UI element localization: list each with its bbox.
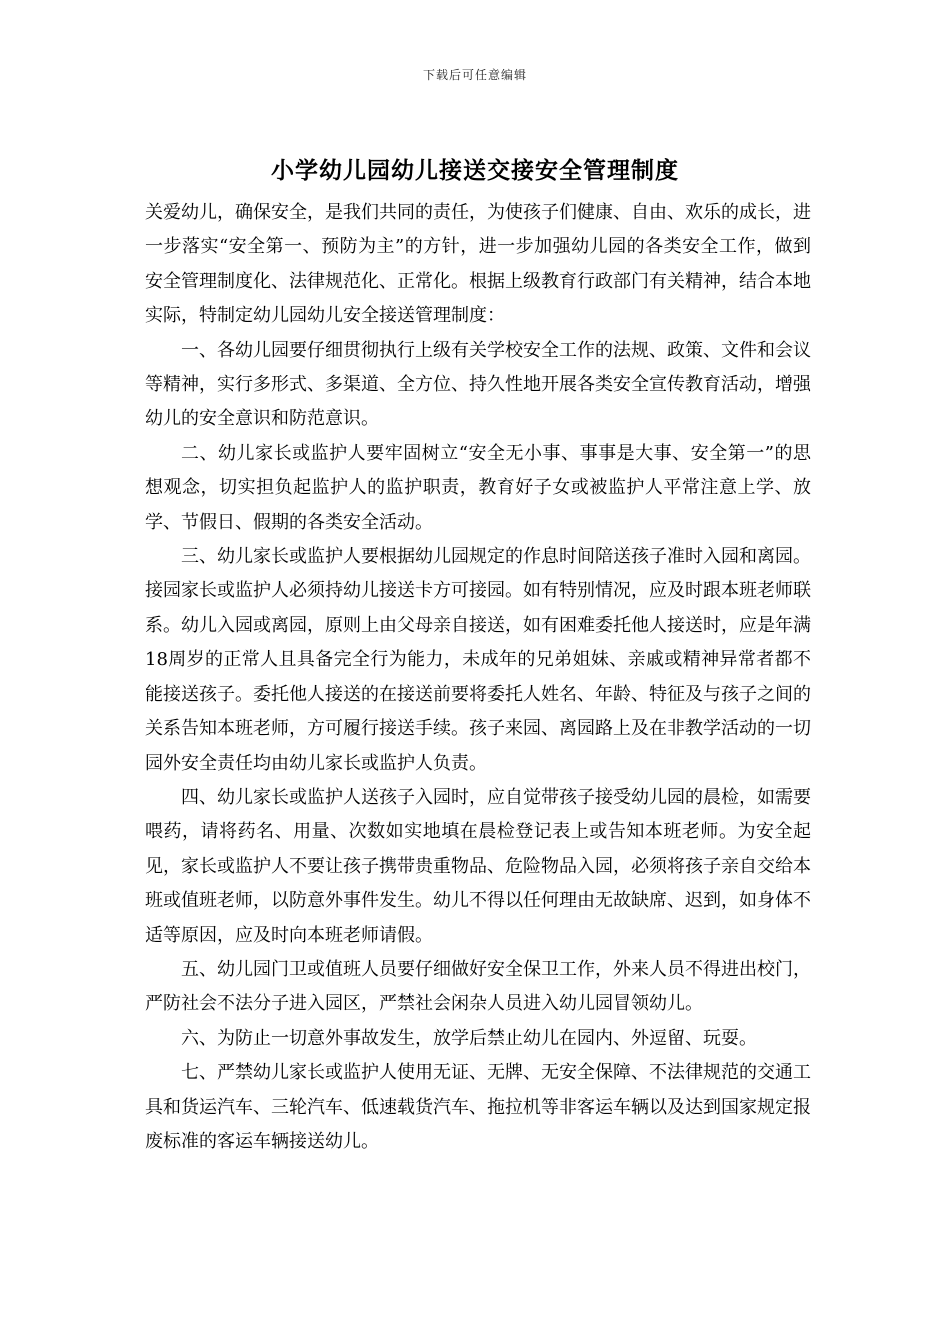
paragraph-1: 一、各幼儿园要仔细贯彻执行上级有关学校安全工作的法规、政策、文件和会议等精神，实行多形式、多渠道、全方位、持久性地开展各类安全宣传教育活动，增强幼儿的安全意识和防范意识。: [145, 339, 811, 430]
paragraph-4: 四、幼儿家长或监护人送孩子入园时，应自觉带孩子接受幼儿园的晨检，如需要喂药，请将药名、用量、次数如实地填在晨检登记表上或告知本班老师。为安全起见，家长或监护人不要让孩子携带贵重物品、危险物品入园，必须将孩子亲自交给本班或值班老师，以防意外事件发生。幼儿不得以任何理由无故缺席、迟到，如身体不适等原因，应及时向本班老师请假。: [145, 786, 811, 946]
header-note: 下载后可任意编辑: [422, 68, 527, 82]
paragraph-2: 二、幼儿家长或监护人要牢固树立“安全无小事、事事是大事、安全第一”的思想观念，切实担负起监护人的监护职责，教育好子女或被监护人平常注意上学、放学、节假日、假期的各类安全活动。: [145, 442, 811, 533]
paragraph-6: 六、为防止一切意外事故发生，放学后禁止幼儿在园内、外逗留、玩耍。: [181, 1027, 757, 1049]
intro-paragraph: 关爱幼儿，确保安全，是我们共同的责任，为使孩子们健康、自由、欢乐的成长，进一步落实“安全第一、预防为主”的方针，进一步加强幼儿园的各类安全工作，做到安全管理制度化、法律规范化、正常化。根据上级教育行政部门有关精神，结合本地实际，特制定幼儿园幼儿安全接送管理制度：: [145, 202, 811, 327]
paragraph-3: 三、幼儿家长或监护人要根据幼儿园规定的作息时间陪送孩子准时入园和离园。接园家长或监护人必须持幼儿接送卡方可接园。如有特别情况，应及时跟本班老师联系。幼儿入园或离园，原则上由父母亲自接送，如有困难委托他人接送时，应是年满18周岁的正常人且具备完全行为能力，未成年的兄弟姐妹、亲戚或精神异常者都不能接送孩子。委托他人接送的在接送前要将委托人姓名、年龄、特征及与孩子之间的关系告知本班老师，方可履行接送手续。孩子来园、离园路上及在非教学活动的一切园外安全责任均由幼儿家长或监护人负责。: [145, 546, 811, 774]
document-body: [145, 196, 811, 1159]
document-title: 小学幼儿园幼儿接送交接安全管理制度: [271, 157, 679, 184]
paragraph-5: 五、幼儿园门卫或值班人员要仔细做好安全保卫工作，外来人员不得进出校门，严防社会不法分子进入园区，严禁社会闲杂人员进入幼儿园冒领幼儿。: [145, 958, 811, 1015]
paragraph-7: 七、严禁幼儿家长或监护人使用无证、无牌、无安全保障、不法律规范的交通工具和货运汽车、三轮汽车、低速载货汽车、拖拉机等非客运车辆以及达到国家规定报废标准的客运车辆接送幼儿。: [145, 1062, 811, 1152]
